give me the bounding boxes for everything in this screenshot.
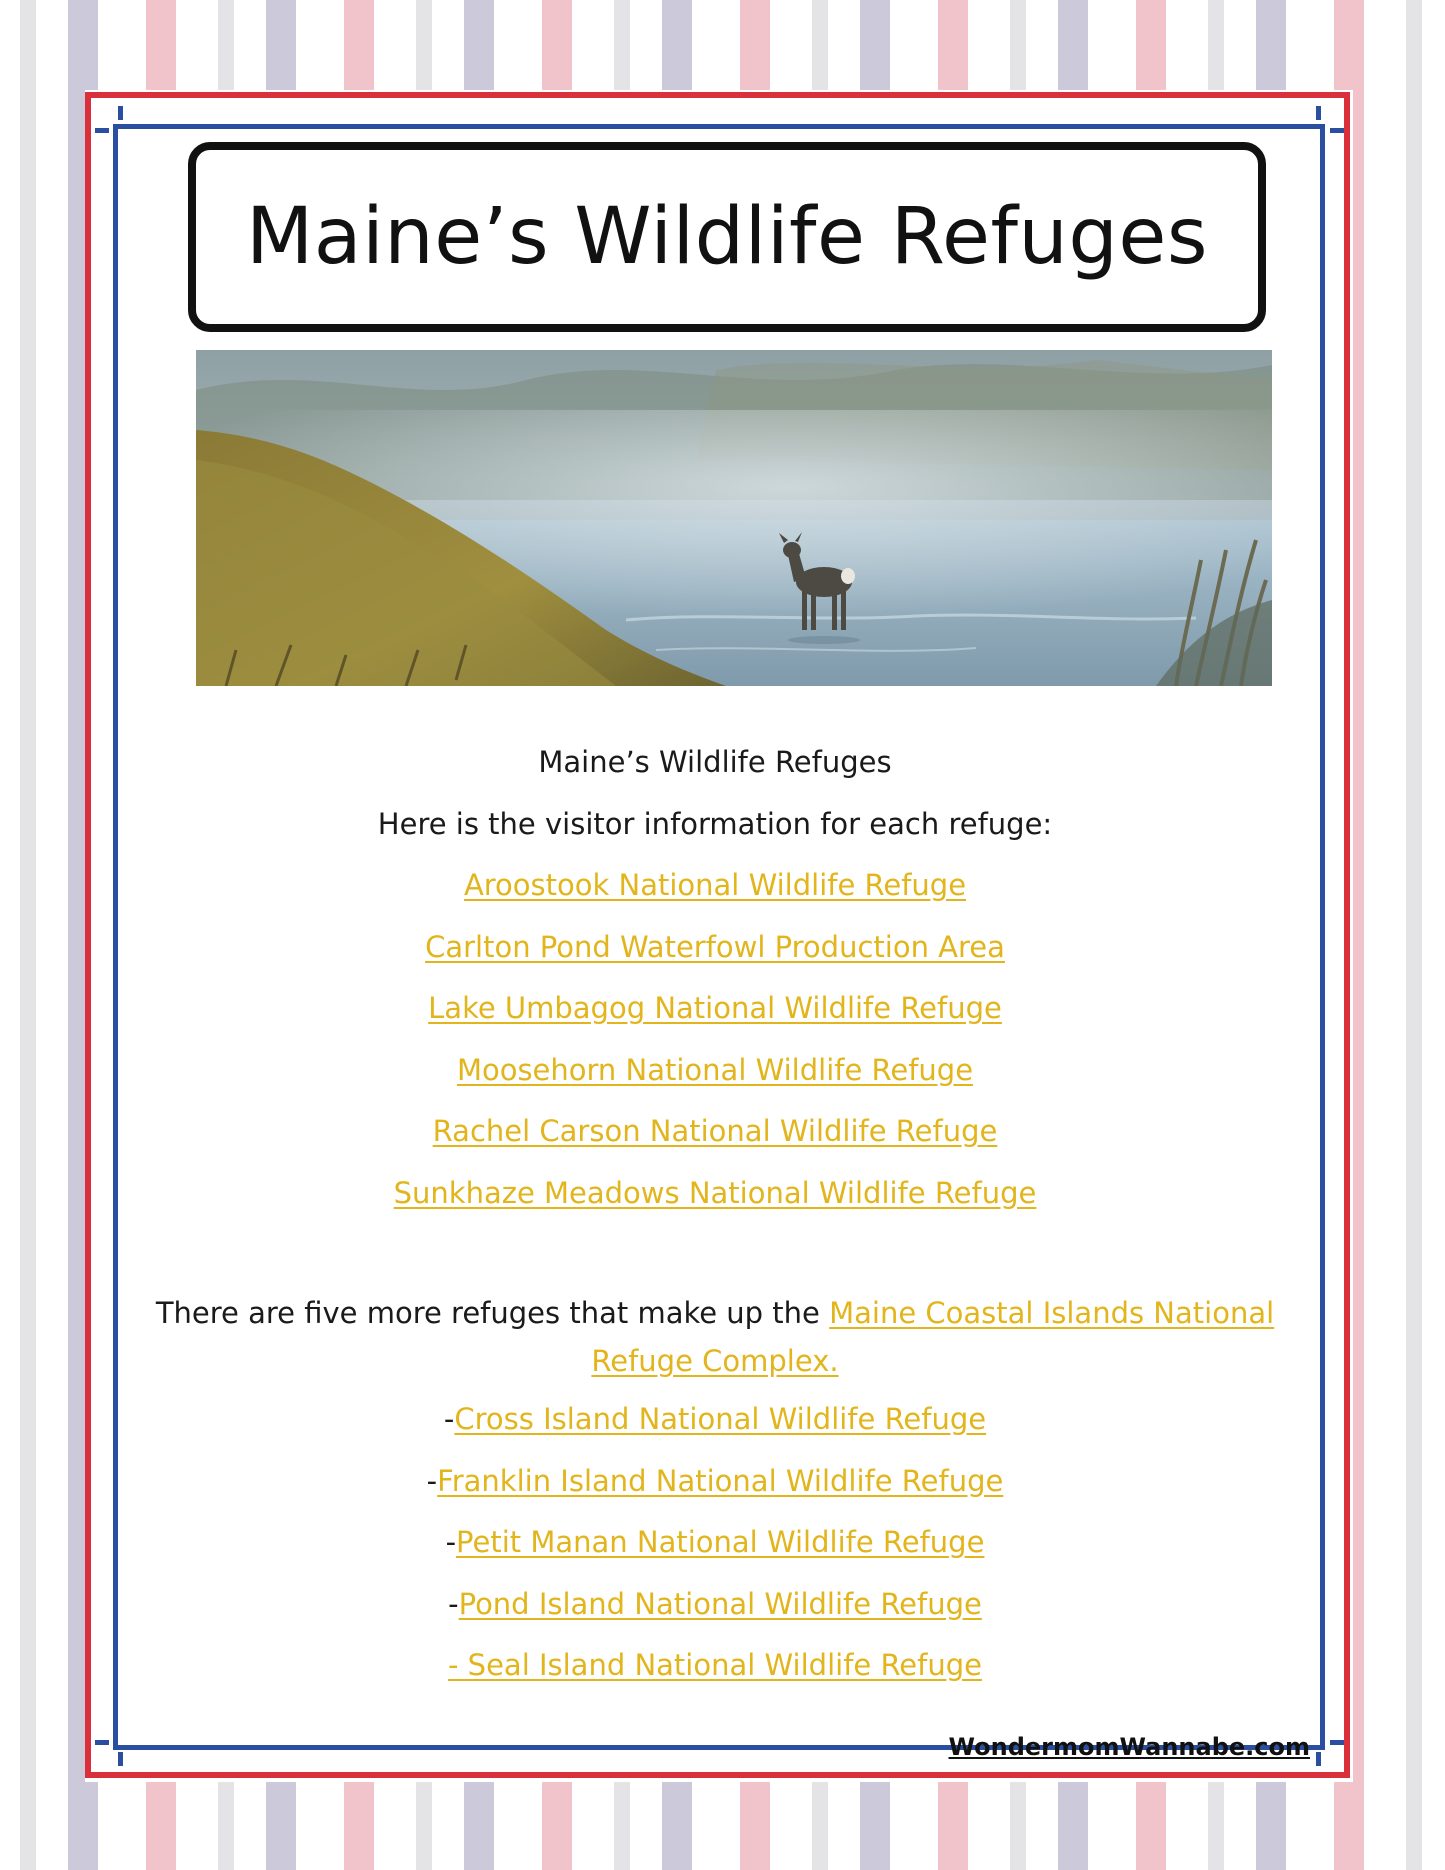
complex-list-item — [130, 1459, 1300, 1521]
refuge-list-item — [130, 986, 1300, 1048]
content-area — [130, 740, 1300, 1705]
refuge-list-item — [130, 1048, 1300, 1110]
deer-photo — [196, 350, 1272, 686]
complex-text: There are five more refuges that make up the — [155, 1296, 830, 1330]
refuge-link-cross-island[interactable]: Cross Island National Wildlife Refuge — [454, 1402, 987, 1436]
corner-tick — [95, 128, 109, 133]
refuge-link-aroostook[interactable]: Aroostook National Wildlife Refuge — [463, 868, 967, 902]
complex-link[interactable]: Maine Coastal Islands National Refuge Complex. — [591, 1296, 1275, 1378]
refuge-link-rachel-carson[interactable]: Rachel Carson National Wildlife Refuge — [432, 1114, 998, 1148]
refuge-list-item — [130, 863, 1300, 925]
refuge-link-pond-island[interactable]: Pond Island National Wildlife Refuge — [458, 1586, 982, 1621]
complex-list-item — [130, 1520, 1300, 1582]
dash-text: - — [443, 1402, 455, 1436]
refuge-link-petit-manan[interactable]: Petit Manan National Wildlife Refuge — [456, 1525, 985, 1559]
refuge-link-sunkhaze-meadows[interactable]: Sunkhaze Meadows National Wildlife Refuge — [393, 1175, 1037, 1210]
refuge-link-carlton-pond[interactable]: Carlton Pond Waterfowl Production Area — [425, 929, 1005, 964]
title-box — [188, 142, 1266, 332]
section-heading: Maine’s Wildlife Refuges — [538, 745, 892, 779]
dash-text: - — [445, 1525, 457, 1559]
corner-tick — [95, 1740, 109, 1745]
complex-list-item — [130, 1397, 1300, 1459]
refuge-link-lake-umbagog[interactable]: Lake Umbagog National Wildlife Refuge — [428, 991, 1002, 1025]
dash-text: - — [448, 1586, 459, 1621]
corner-tick — [118, 1752, 123, 1766]
complex-list-item — [130, 1582, 1300, 1644]
section-subheading: Here is the visitor information for each refuge: — [377, 806, 1053, 841]
refuge-link-moosehorn[interactable]: Moosehorn National Wildlife Refuge — [456, 1052, 974, 1087]
refuge-list-item — [130, 925, 1300, 987]
corner-tick — [1330, 1740, 1344, 1745]
corner-tick — [118, 106, 123, 120]
refuge-link-seal-island[interactable]: - Seal Island National Wildlife Refuge — [447, 1648, 982, 1682]
corner-tick — [1316, 106, 1321, 120]
complex-paragraph — [130, 1289, 1300, 1385]
corner-tick — [1330, 128, 1344, 133]
refuge-list-item — [130, 1109, 1300, 1171]
refuge-link-franklin-island[interactable]: Franklin Island National Wildlife Refuge — [437, 1463, 1004, 1498]
refuge-list-item — [130, 1171, 1300, 1233]
site-footer-link[interactable]: WondermomWannabe.com — [948, 1733, 1310, 1761]
corner-tick — [1316, 1752, 1321, 1766]
complex-list-item — [130, 1643, 1300, 1705]
dash-text: - — [426, 1463, 438, 1498]
page-title: Maine’s Wildlife Refuges — [246, 192, 1208, 282]
